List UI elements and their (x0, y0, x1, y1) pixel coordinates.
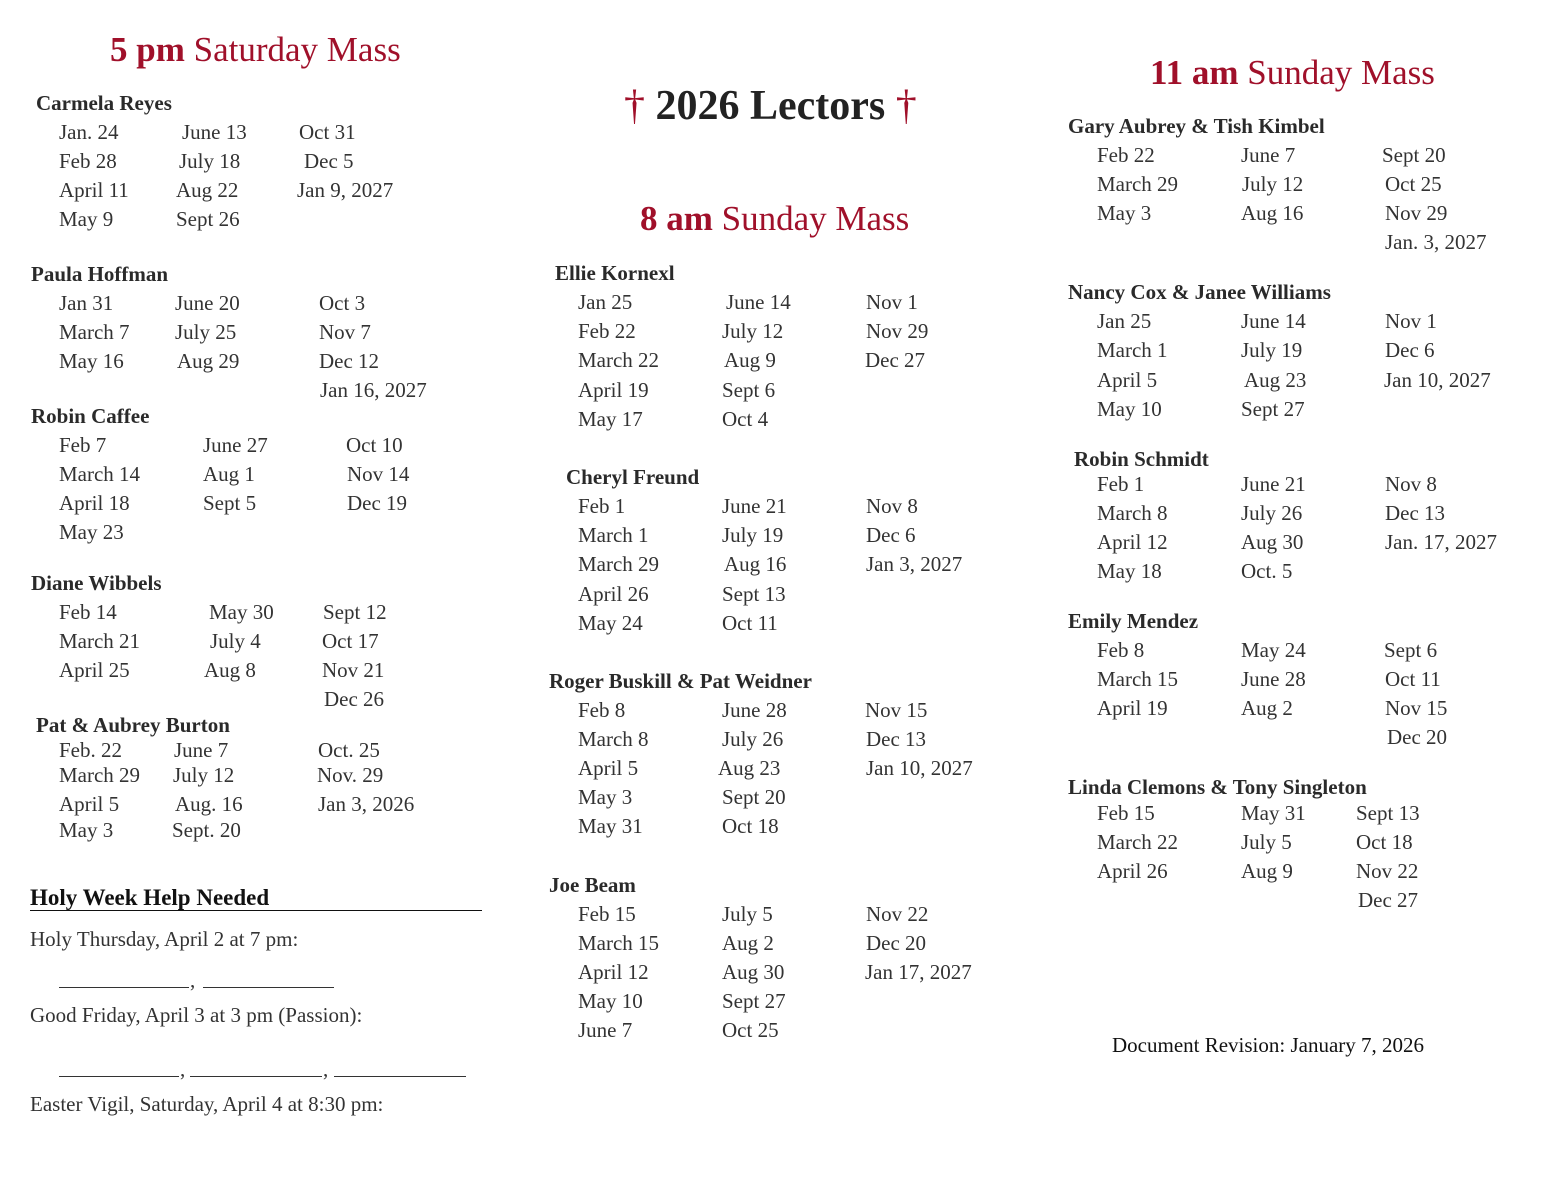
date-cell: April 5 (578, 756, 639, 780)
holy-thursday-label: Holy Thursday, April 2 at 7 pm: (30, 927, 299, 951)
date-cell: May 9 (59, 207, 114, 231)
date-cell: Jan. 24 (59, 120, 119, 144)
date-cell: June 13 (182, 120, 247, 144)
date-cell: Oct 11 (1385, 667, 1441, 691)
date-cell: July 12 (1242, 172, 1304, 196)
page-title: † 2026 Lectors † (624, 83, 917, 129)
date-cell: May 3 (59, 818, 114, 842)
date-cell: Sept 6 (1384, 638, 1438, 662)
date-cell: Dec 26 (324, 687, 385, 711)
date-cell: March 21 (59, 629, 141, 653)
section-title-11am-sunday: 11 am Sunday Mass (1150, 53, 1435, 92)
date-cell: March 1 (578, 523, 649, 547)
date-cell: April 11 (59, 178, 129, 202)
date-cell: Oct. 5 (1241, 559, 1293, 583)
date-cell: March 15 (578, 931, 660, 955)
date-cell: May 24 (578, 611, 643, 635)
date-cell: June 14 (726, 290, 791, 314)
document-revision: Document Revision: January 7, 2026 (1112, 1033, 1425, 1057)
signup-blank[interactable] (334, 1076, 466, 1077)
date-cell: Dec 12 (319, 349, 380, 373)
date-cell: Nov 29 (1385, 201, 1448, 225)
date-cell: Oct 10 (346, 433, 403, 457)
cross-icon: † (624, 83, 645, 129)
date-cell: July 19 (722, 523, 784, 547)
date-cell: Jan 9, 2027 (297, 178, 394, 202)
date-cell: Sept 27 (722, 989, 786, 1013)
date-cell: Aug 1 (203, 462, 255, 486)
date-cell: Oct 18 (722, 814, 779, 838)
date-cell: May 17 (578, 407, 643, 431)
date-cell: Nov 14 (347, 462, 410, 486)
date-cell: Sept. 20 (172, 818, 241, 842)
date-cell: Dec 27 (865, 348, 926, 372)
date-cell: Dec 19 (347, 491, 408, 515)
date-cell: Jan. 3, 2027 (1385, 230, 1487, 254)
date-cell: July 5 (722, 902, 773, 926)
date-cell: May 31 (578, 814, 643, 838)
signup-blank[interactable] (59, 987, 189, 988)
date-cell: May 3 (1097, 201, 1152, 225)
lector-name: Cheryl Freund (566, 465, 700, 489)
date-cell: Nov 22 (866, 902, 929, 926)
lector-name: Gary Aubrey & Tish Kimbel (1068, 114, 1325, 138)
date-cell: Sept 20 (1382, 143, 1446, 167)
date-cell: Dec 27 (1358, 888, 1419, 912)
good-friday-label: Good Friday, April 3 at 3 pm (Passion): (30, 1003, 363, 1027)
date-cell: Oct 3 (319, 291, 366, 315)
date-cell: Dec 20 (1387, 725, 1448, 749)
date-cell: March 22 (578, 348, 660, 372)
date-cell: July 4 (210, 629, 261, 653)
date-cell: Oct 18 (1356, 830, 1413, 854)
date-cell: Feb 14 (59, 600, 117, 624)
date-cell: Feb 22 (578, 319, 636, 343)
separator-comma: , (323, 1057, 329, 1081)
date-cell: Nov 22 (1356, 859, 1419, 883)
date-cell: Oct 31 (299, 120, 356, 144)
date-cell: Sept 26 (176, 207, 240, 231)
date-cell: Sept 20 (722, 785, 786, 809)
date-cell: Feb. 22 (59, 738, 122, 762)
date-cell: May 10 (1097, 397, 1162, 421)
date-cell: June 7 (1241, 143, 1296, 167)
date-cell: Feb 8 (578, 698, 626, 722)
date-cell: July 18 (179, 149, 241, 173)
date-cell: Feb 15 (1097, 801, 1155, 825)
date-cell: Nov 8 (866, 494, 918, 518)
date-cell: Nov 15 (1385, 696, 1448, 720)
date-cell: Oct 25 (722, 1018, 779, 1042)
date-cell: June 27 (203, 433, 268, 457)
date-cell: March 22 (1097, 830, 1179, 854)
date-cell: Sept 13 (1356, 801, 1420, 825)
date-cell: Feb 28 (59, 149, 117, 173)
date-cell: Aug 8 (204, 658, 256, 682)
date-cell: Feb 8 (1097, 638, 1145, 662)
date-cell: Aug 22 (176, 178, 239, 202)
date-cell: Sept 5 (203, 491, 257, 515)
date-cell: Nov 15 (865, 698, 928, 722)
date-cell: Sept 13 (722, 582, 786, 606)
lector-name: Paula Hoffman (31, 262, 169, 286)
heading-underline (30, 910, 482, 911)
date-cell: Dec 13 (1385, 501, 1446, 525)
date-cell: Nov 1 (1385, 309, 1437, 333)
date-cell: March 29 (59, 763, 141, 787)
date-cell: April 12 (1097, 530, 1168, 554)
date-cell: Sept 12 (323, 600, 387, 624)
date-cell: Nov 8 (1385, 472, 1437, 496)
date-cell: Aug 23 (1244, 368, 1307, 392)
section-title-5pm-saturday: 5 pm Saturday Mass (110, 30, 401, 69)
date-cell: Aug 29 (177, 349, 240, 373)
separator-comma: , (190, 968, 196, 992)
date-cell: April 18 (59, 491, 130, 515)
date-cell: July 12 (722, 319, 784, 343)
date-cell: April 26 (1097, 859, 1168, 883)
date-cell: Feb 1 (1097, 472, 1145, 496)
lector-name: Ellie Kornexl (555, 261, 675, 285)
lector-name: Emily Mendez (1068, 609, 1199, 633)
date-cell: Aug 16 (724, 552, 787, 576)
date-cell: Aug 9 (1241, 859, 1293, 883)
date-cell: March 8 (578, 727, 649, 751)
date-cell: June 28 (722, 698, 787, 722)
date-cell: Dec 6 (1385, 338, 1435, 362)
date-cell: July 12 (173, 763, 235, 787)
date-cell: May 3 (578, 785, 633, 809)
lector-name: Robin Schmidt (1074, 447, 1209, 471)
signup-blank[interactable] (203, 987, 334, 988)
date-cell: Nov. 29 (317, 763, 384, 787)
date-cell: June 14 (1241, 309, 1306, 333)
date-cell: Aug 16 (1241, 201, 1304, 225)
date-cell: March 1 (1097, 338, 1168, 362)
date-cell: March 15 (1097, 667, 1179, 691)
signup-blank[interactable] (59, 1076, 179, 1077)
date-cell: Feb 1 (578, 494, 626, 518)
date-cell: April 12 (578, 960, 649, 984)
cross-icon: † (895, 83, 917, 129)
date-cell: April 25 (59, 658, 130, 682)
date-cell: Oct 11 (722, 611, 778, 635)
date-cell: Oct 4 (722, 407, 769, 431)
date-cell: May 24 (1241, 638, 1306, 662)
date-cell: July 19 (1241, 338, 1303, 362)
date-cell: March 14 (59, 462, 141, 486)
date-cell: April 19 (578, 378, 649, 402)
date-cell: Sept 6 (722, 378, 776, 402)
date-cell: May 10 (578, 989, 643, 1013)
date-cell: Aug. 16 (175, 792, 243, 816)
date-cell: Jan 10, 2027 (1384, 368, 1491, 392)
date-cell: May 18 (1097, 559, 1162, 583)
date-cell: May 30 (209, 600, 274, 624)
lector-name: Pat & Aubrey Burton (36, 713, 230, 737)
date-cell: June 7 (578, 1018, 633, 1042)
date-cell: Aug 23 (718, 756, 781, 780)
lector-name: Joe Beam (549, 873, 636, 897)
date-cell: Sept 27 (1241, 397, 1305, 421)
date-cell: Jan 3, 2026 (318, 792, 415, 816)
date-cell: Nov 7 (319, 320, 371, 344)
date-cell: Feb 15 (578, 902, 636, 926)
date-cell: Jan 17, 2027 (865, 960, 972, 984)
date-cell: Jan 10, 2027 (866, 756, 973, 780)
lector-name: Roger Buskill & Pat Weidner (549, 669, 812, 693)
date-cell: April 19 (1097, 696, 1168, 720)
date-cell: April 5 (1097, 368, 1158, 392)
date-cell: Aug 30 (1241, 530, 1304, 554)
date-cell: July 26 (722, 727, 784, 751)
date-cell: Oct. 25 (318, 738, 380, 762)
date-cell: Aug 30 (722, 960, 785, 984)
easter-vigil-label: Easter Vigil, Saturday, April 4 at 8:30 pm: (30, 1092, 384, 1116)
date-cell: June 21 (1241, 472, 1306, 496)
lector-name: Linda Clemons & Tony Singleton (1068, 775, 1367, 799)
date-cell: Jan 25 (1097, 309, 1152, 333)
date-cell: Dec 6 (866, 523, 916, 547)
date-cell: Jan 25 (578, 290, 633, 314)
date-cell: Aug 9 (724, 348, 776, 372)
date-cell: Jan. 17, 2027 (1385, 530, 1497, 554)
section-title-8am-sunday: 8 am Sunday Mass (640, 199, 910, 238)
date-cell: July 25 (175, 320, 237, 344)
date-cell: Dec 13 (866, 727, 927, 751)
date-cell: Aug 2 (722, 931, 774, 955)
date-cell: July 5 (1241, 830, 1292, 854)
date-cell: June 7 (174, 738, 229, 762)
date-cell: Oct 17 (322, 629, 379, 653)
date-cell: May 31 (1241, 801, 1306, 825)
date-cell: Dec 5 (304, 149, 354, 173)
lector-name: Robin Caffee (31, 404, 150, 428)
separator-comma: , (180, 1057, 186, 1081)
date-cell: June 20 (175, 291, 240, 315)
date-cell: Feb 7 (59, 433, 107, 457)
date-cell: March 7 (59, 320, 130, 344)
date-cell: April 5 (59, 792, 120, 816)
date-cell: April 26 (578, 582, 649, 606)
date-cell: Feb 22 (1097, 143, 1155, 167)
date-cell: March 8 (1097, 501, 1168, 525)
lector-name: Nancy Cox & Janee Williams (1068, 280, 1331, 304)
date-cell: May 23 (59, 520, 124, 544)
date-cell: March 29 (578, 552, 660, 576)
date-cell: Nov 29 (866, 319, 929, 343)
date-cell: Jan 3, 2027 (866, 552, 963, 576)
date-cell: Aug 2 (1241, 696, 1293, 720)
date-cell: March 29 (1097, 172, 1179, 196)
date-cell: July 26 (1241, 501, 1303, 525)
date-cell: Nov 21 (322, 658, 385, 682)
date-cell: May 16 (59, 349, 124, 373)
date-cell: Nov 1 (866, 290, 918, 314)
lector-name: Carmela Reyes (36, 91, 172, 115)
lector-name: Diane Wibbels (31, 571, 162, 595)
date-cell: Oct 25 (1385, 172, 1442, 196)
date-cell: June 28 (1241, 667, 1306, 691)
date-cell: June 21 (722, 494, 787, 518)
date-cell: Dec 20 (866, 931, 927, 955)
date-cell: Jan 31 (59, 291, 114, 315)
holy-week-heading: Holy Week Help Needed (30, 885, 270, 910)
date-cell: Jan 16, 2027 (320, 378, 427, 402)
signup-blank[interactable] (190, 1076, 322, 1077)
